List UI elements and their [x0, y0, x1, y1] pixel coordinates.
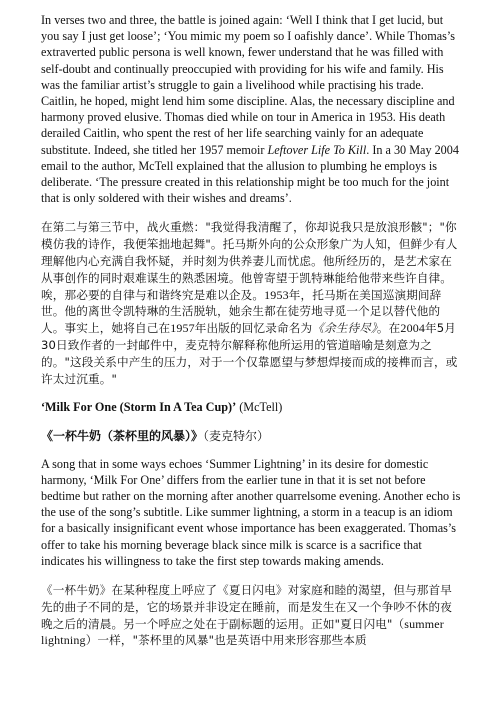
year-text: 1957	[170, 321, 195, 336]
document-page	[41, 12, 462, 649]
paragraph-text: 年，托马斯在美国巡演期间辞世。他的离世令凯特琳的生活脱轨，她余生都在徒劳地寻觅一个足以替代他的人。事实上，她将自己在	[41, 287, 442, 336]
year-text: 1953	[264, 287, 289, 302]
paragraph-english-2: A song that in some ways echoes ‘Summer Lightning’ in its desire for domestic harmony, ‘Milk For One’ differs from the earlier tune in that it is set not before bedtime but rather on the morning after another quarrelsome evening. Another echo is the use of the song’s subtitle. Like summer lightning, a storm in a teacup is an idiom for a basically insignificant event whose importance has been exaggerated. Thomas’s offer to take his morning beverage black since milk is scarce is a sacrifice that indicates his willingness to take the first step towards making amends.	[41, 456, 461, 568]
song-heading-chinese	[41, 428, 462, 444]
paragraph-text: 年出版的回忆录命名为	[194, 321, 313, 336]
paragraph-chinese-2	[41, 582, 462, 649]
paragraph-english-1	[41, 12, 462, 206]
paragraph-text: ）一样，"茶杯里的风暴"也是英语中用来形容那些本质	[85, 633, 367, 648]
song-artist: (McTell)	[236, 400, 283, 415]
paragraph-text: In verses two and three, the battle is joined again: ‘Well I think that I get lucid, but you say I just get loose’; ‘You mimic my poem so I oafishly dance’. While Thomas’s extraverted public persona is well known, fewer understand that he was filled with self-doubt and continually preoccupied with providing for his wife and family. His was the familiar artist’s struggle to gain a livelihood while practising his trade. Caitlin, he hoped, might lend him some discipline. Alas, the necessary discipline and harmony proved elusive. Thomas died while on tour in America in 1953. His death derailed Caitlin, who spent the rest of her life searching vainly for an adequate substitute. Indeed, she titled her 1957 memoir	[41, 13, 455, 157]
memoir-title: 《余生待尽》	[312, 321, 377, 336]
paragraph-chinese-1	[41, 219, 462, 387]
song-artist: （麦克特尔）	[203, 428, 270, 443]
english-term: summer lightning	[41, 616, 444, 648]
paragraph-text: 在第二与第三节中，战火重燃："我觉得我清醒了，你却说我只是放浪形骸"；"你模仿我的诗作，我便笨拙地起舞"。托马斯外向的公众形象广为人知，但鲜少有人理解他内心充满自我怀疑，并时刻为供养妻儿而忧虑。他所经历的，是艺术家在从事创作的同时艰难谋生的熟悉困境。他曾寄望于凯特琳能给他带来些许自律。唉，那必要的自律与和谐终究是难以企及。	[41, 220, 458, 302]
song-title: ‘Milk For One (Storm In A Tea Cup)’	[41, 400, 237, 415]
memoir-title: Leftover Life To Kill	[267, 142, 367, 157]
year-text: 2004	[400, 321, 426, 336]
paragraph-text: . In a 30 May 2004 email to the author, McTell explained that the allusion to plumbing he employs is deliberate. ‘The pressure created in this relationship might be too much for the joint that is only soldered with their wishes and dreams’.	[41, 142, 459, 206]
paragraph-text: 。在	[376, 321, 401, 336]
song-title: 《一杯牛奶（茶杯里的风暴）》	[41, 428, 204, 443]
paragraph-text: 《一杯牛奶》在某种程度上呼应了《夏日闪电》对家庭和睦的渴望，但与那首早先的曲子不同的是，它的场景并非设定在睡前，而是发生在又一个争吵不休的夜晚之后的清晨。另一个呼应之处在于副标题的运用。正如"夏日闪电"（	[41, 583, 453, 631]
song-heading-english	[41, 399, 462, 415]
paragraph-text: 年5月30日致作者的一封邮件中，麦克特尔解释称他所运用的管道暗喻是刻意为之的。"这段关系中产生的压力，对于一个仅靠愿望与梦想焊接而成的接榫而言，或许太过沉重。"	[41, 321, 458, 386]
